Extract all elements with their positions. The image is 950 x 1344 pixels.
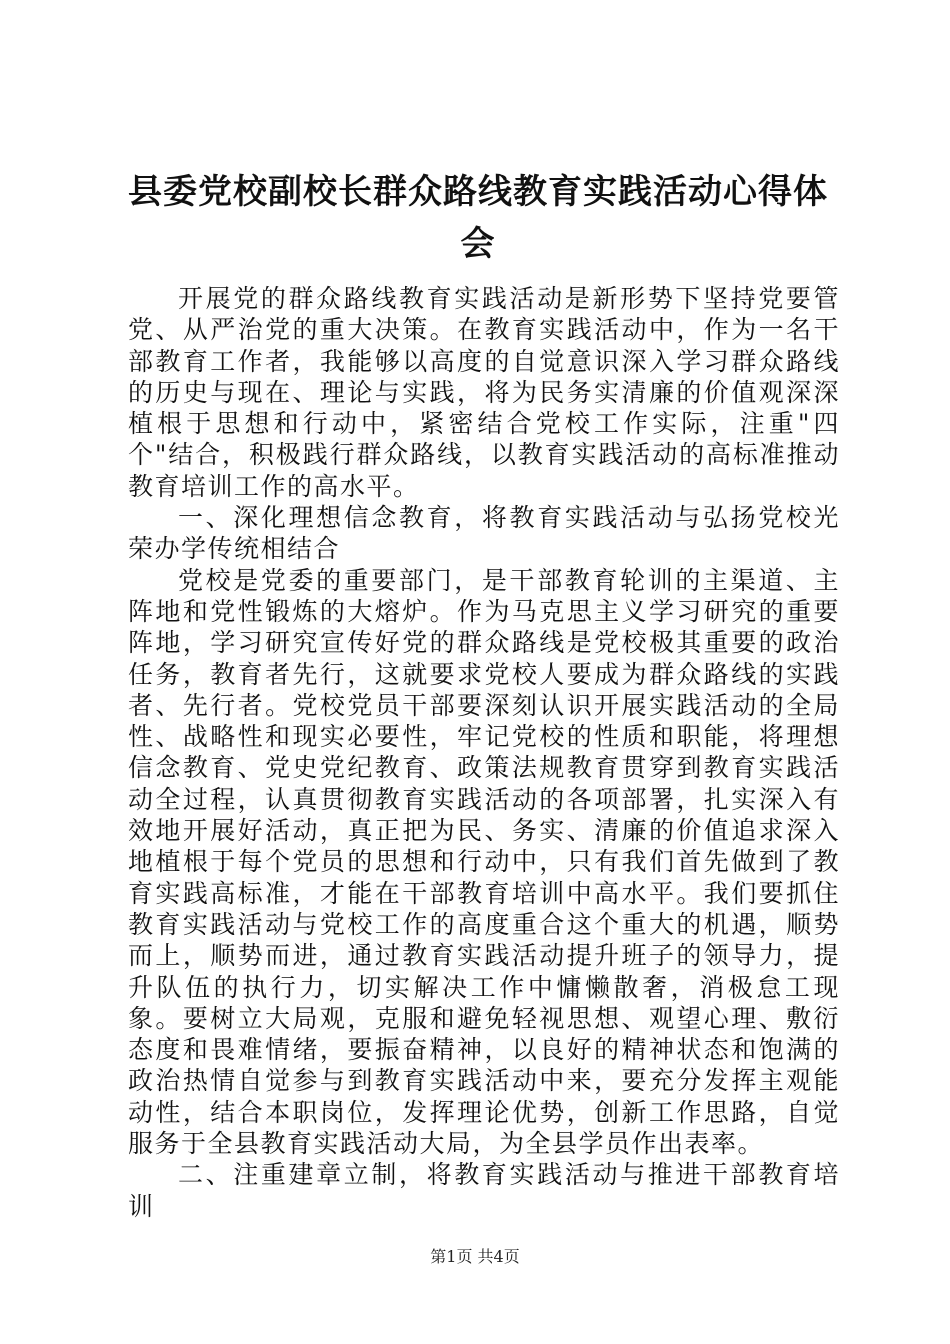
document-title: 县委党校副校长群众路线教育实践活动心得体会 xyxy=(128,172,828,264)
section-heading-2: 二、注重建章立制，将教育实践活动与推进干部教育培训 xyxy=(128,1160,840,1221)
paragraph-intro: 开展党的群众路线教育实践活动是新形势下坚持党要管党、从严治党的重大决策。在教育实践活动中，作为一名干部教育工作者，我能够以高度的自觉意识深入学习群众路线的历史与现在、理论与实践，将为民务实清廉的价值观深深植根于思想和行动中，紧密结合党校工作实际，注重"四个"结合，积极践行群众路线，以教育实践活动的高标准推动教育培训工作的高水平。 xyxy=(128,284,840,501)
page-number-footer: 第1页 共4页 xyxy=(430,1247,520,1266)
section-heading-1: 一、深化理想信念教育，将教育实践活动与弘扬党校光荣办学传统相结合 xyxy=(128,503,840,564)
paragraph-section-1: 党校是党委的重要部门，是干部教育轮训的主渠道、主阵地和党性锻炼的大熔炉。作为马克思主义学习研究的重要阵地，学习研究宣传好党的群众路线是党校极其重要的政治任务，教育者先行，这就要求党校人要成为群众路线的实践者、先行者。党校党员干部要深刻认识开展实践活动的全局性、战略性和现实必要性，牢记党校的性质和职能，将理想信念教育、党史党纪教育、政策法规教育贯穿到教育实践活动全过程，认真贯彻教育实践活动的各项部署，扎实深入有效地开展好活动，真正把为民、务实、清廉的价值追求深入地植根于每个党员的思想和行动中，只有我们首先做到了教育实践高标准，才能在干部教育培训中高水平。我们要抓住教育实践活动与党校工作的高度重合这个重大的机遇，顺势而上，顺势而进，通过教育实践活动提升班子的领导力，提升队伍的执行力，切实解决工作中慵懒散奢，消极怠工现象。要树立大局观，克服和避免轻视思想、观望心理、敷衍态度和畏难情绪，要振奋精神，以良好的精神状态和饱满的政治热情自觉参与到教育实践活动中来，要充分发挥主观能动性，结合本职岗位，发挥理论优势，创新工作思路，自觉服务于全县教育实践活动大局，为全县学员作出表率。 xyxy=(128,565,840,1159)
document-body xyxy=(128,283,840,1222)
